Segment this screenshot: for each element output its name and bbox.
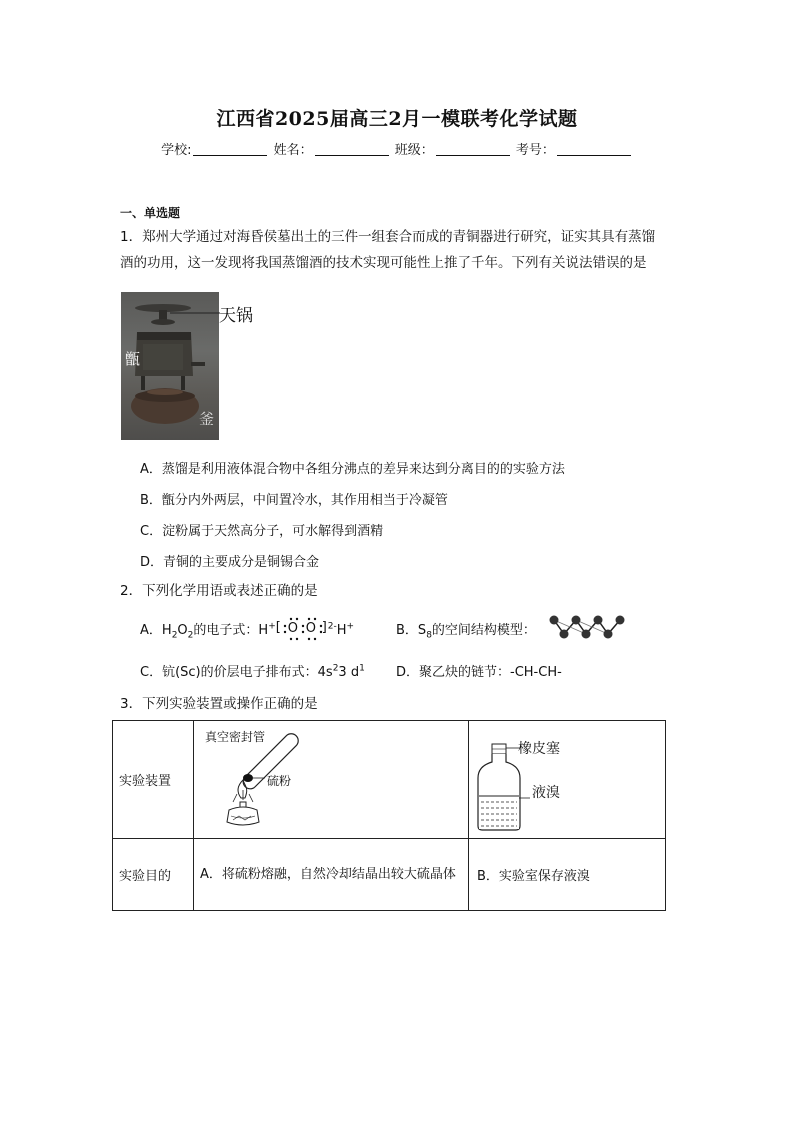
sulfur-powder — [243, 774, 253, 782]
q2-a-h: H — [161, 623, 172, 638]
school-label: 学校: — [161, 143, 192, 158]
q2-a-h1: H — [258, 623, 269, 638]
student-info-line — [0, 139, 794, 158]
q2-stem: 2．下列化学用语或表述正确的是 — [120, 583, 318, 599]
q2-option-d[interactable]: D．聚乙炔的链节：-CH-CH- — [396, 665, 562, 680]
q1-option-b[interactable]: B．甑分内外两层，中间置冷水，其作用相当于冷凝管 — [140, 493, 448, 508]
option-a-purpose[interactable]: A．将硫粉熔融，自然冷却结晶出较大硫晶体 — [194, 839, 469, 911]
q2-a-charge: 2- — [327, 621, 337, 632]
q2-c-d: d — [350, 665, 360, 680]
q2-a-o1: O — [287, 621, 298, 636]
label-fu: 釜 — [199, 410, 215, 428]
q2-b-s: S — [417, 623, 427, 638]
q1-line1: 1．郑州大学通过对海昏侯墓出土的三件一组套合而成的青铜器进行研究，证实其具有蒸馏 — [120, 229, 656, 245]
school-blank[interactable] — [193, 155, 267, 156]
q2-a-plus1: + — [268, 621, 276, 632]
option-b-purpose[interactable]: B．实验室保存液溴 — [469, 839, 666, 911]
q2-c-s-exp: 2 — [332, 663, 339, 674]
q2-option-a[interactable] — [140, 619, 354, 641]
q2-a-h2: H — [336, 623, 347, 638]
label-tianguo: 天锅 — [219, 306, 253, 326]
q2-a-o: O — [177, 623, 188, 638]
q2-c-3: 3 — [338, 665, 347, 680]
q3-stem: 3．下列实验装置或操作正确的是 — [120, 696, 318, 712]
q1-option-c[interactable]: C．淀粉属于天然高分子，可水解得到酒精 — [140, 524, 384, 539]
section-title: 一、单选题 — [120, 206, 181, 220]
label-rubber-stopper: 橡皮塞 — [518, 741, 560, 757]
q1-option-a[interactable]: A．蒸馏是利用液体混合物中各组分沸点的差异来达到分离目的的实验方法 — [140, 462, 565, 477]
q2-b-prefix: B． — [396, 623, 418, 638]
class-label: 班级： — [394, 143, 434, 158]
experiment-table — [112, 720, 666, 911]
s8-ring-model — [548, 612, 628, 642]
q2-a-prefix: A． — [140, 623, 162, 638]
q1-line2: 酒的功用，这一发现将我国蒸馏酒的技术实现可能性上推了千年。下列有关说法错误的是 — [120, 255, 647, 271]
q2-option-b[interactable] — [396, 619, 536, 641]
q2-a-plus2: + — [346, 621, 355, 632]
q2-b-text: 的空间结构模型： — [431, 623, 536, 638]
q2-c-s: s — [325, 665, 333, 680]
label-zeng: 甑 — [125, 350, 141, 368]
row-label-apparatus: 实验装置 — [113, 721, 194, 839]
q2-a-o2: O — [305, 621, 316, 636]
sealed-tube-apparatus — [195, 722, 335, 837]
tianguo-leader-line — [170, 305, 220, 317]
q2-b-sub: 8 — [426, 630, 432, 641]
name-label: 姓名： — [273, 143, 313, 158]
name-blank[interactable] — [315, 155, 389, 156]
q1-stem — [120, 224, 655, 276]
reagent-bottle — [470, 722, 580, 837]
class-blank[interactable] — [436, 155, 510, 156]
label-liquid-bromine: 液溴 — [532, 785, 560, 801]
electron-dots — [276, 615, 328, 643]
label-sulfur: 硫粉 — [267, 774, 292, 788]
row-label-purpose: 实验目的 — [113, 839, 194, 911]
q2-a-sub2: 2 — [187, 630, 194, 641]
page-title: 江西省2025届高三2月一模联考化学试题 — [216, 108, 578, 130]
apparatus-b-cell — [469, 721, 666, 839]
q2-a-sub1: 2 — [171, 630, 178, 641]
q2-c-text: C．钪(Sc)的价层电子排布式：4 — [140, 665, 326, 680]
label-vacuum-tube: 真空密封管 — [205, 730, 266, 744]
peroxide-electron-dot: [ O O ] — [276, 621, 328, 637]
exam-number-blank[interactable] — [557, 155, 631, 156]
exam-number-label: 考号： — [515, 143, 555, 158]
q2-c-d-exp: 1 — [359, 663, 365, 674]
q1-option-d[interactable]: D．青铜的主要成分是铜锡合金 — [140, 555, 320, 570]
q2-a-text: 的电子式： — [193, 623, 259, 638]
apparatus-a-cell — [194, 721, 469, 839]
q2-option-c[interactable] — [140, 661, 365, 680]
